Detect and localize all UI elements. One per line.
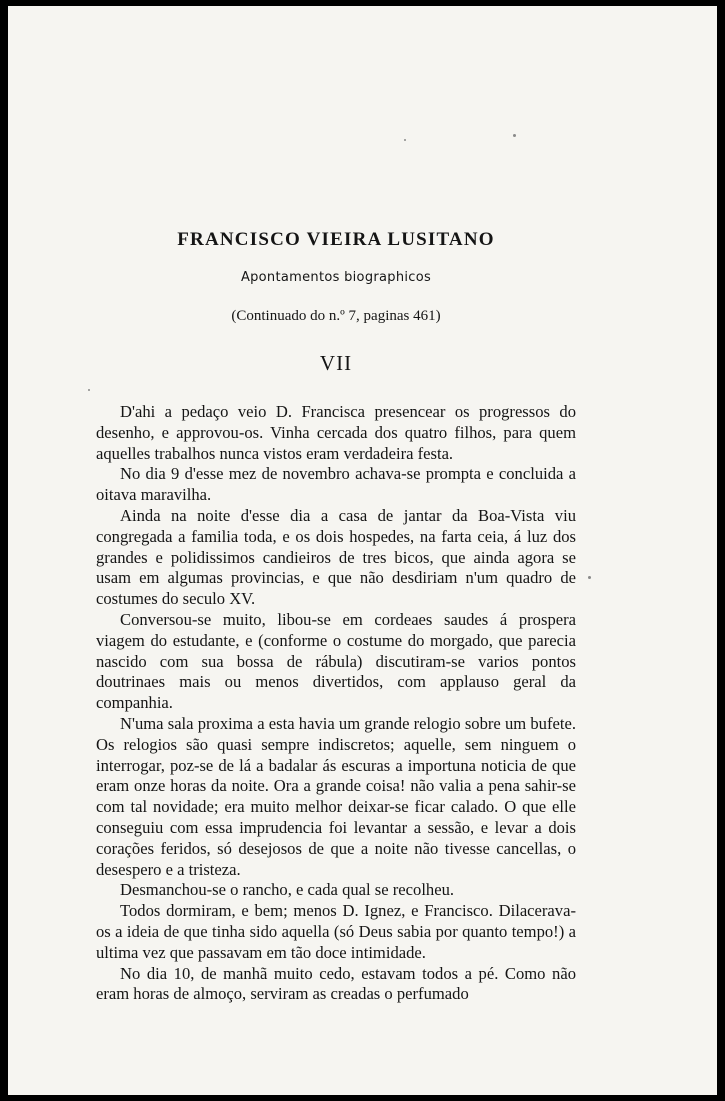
article-subtitle: Apontamentos biographicos	[240, 270, 432, 285]
paragraph: D'ahi a pedaço veio D. Francisca presencear os progressos do desenho, e approvou-os. Vinha cercada dos quatro filhos, para quem aquelles trabalhos nunca vistos eram verdadeira festa.	[96, 402, 576, 463]
paper-speck	[588, 576, 591, 579]
paragraph: Todos dormiram, e bem; menos D. Ignez, e Francisco. Dilacerava-os a ideia de que tinha sido aquella (só Deus sabia por quanto tempo!) a ultima vez que passavam em tão doce intimidade.	[96, 901, 576, 962]
article-body	[96, 402, 576, 1005]
paper-speck	[404, 139, 406, 141]
paragraph: Ainda na noite d'esse dia a casa de jantar da Boa-Vista viu congregada a familia toda, e os dois hospedes, na farta ceia, á luz dos grandes e polidissimos candieiros de tres bicos, que ainda agora se usam em algumas provincias, e que não desdiriam n'um quadro de costumes do seculo XV.	[96, 505, 576, 609]
paragraph: No dia 10, de manhã muito cedo, estavam todos a pé. Como não eram horas de almoço, serviram as creadas o perfumado	[96, 963, 576, 1004]
continuation-note: (Continuado do n.º 7, paginas 461)	[231, 308, 441, 324]
article-title: FRANCISCO VIEIRA LUSITANO	[177, 229, 495, 250]
paragraph: Conversou-se muito, libou-se em cordeaes saudes á prospera viagem do estudante, e (conforme o costume do morgado, que parecia nascido com sua bossa de rábula) discutiram-se varios pontos doutrinaes mais ou menos divertidos, com applauso geral da companhia.	[96, 609, 576, 713]
paragraph: Desmanchou-se o rancho, e cada qual se recolheu.	[120, 880, 455, 900]
paper-speck	[88, 389, 90, 391]
paragraph: No dia 9 d'esse mez de novembro achava-se prompta e concluida a oitava maravilha.	[96, 464, 576, 505]
article	[96, 228, 576, 1005]
paper-speck	[513, 134, 516, 137]
chapter-number: VII	[319, 351, 353, 375]
book-page	[8, 6, 717, 1095]
paragraph: N'uma sala proxima a esta havia um grande relogio sobre um bufete. Os relogios são quasi sempre indiscretos; aquelle, sem ninguem o interrogar, poz-se de lá a badalar ás escuras a importuna noticia de que eram onze horas da noite. Ora a grande coisa! não valia a pena sahir-se com tal novidade; era muito melhor deixar-se ficar calado. O que elle conseguiu com essa imprudencia foi levantar a sessão, e levar a dois corações feridos, só desejosos de que a noite não tivesse cancellas, o desespero e a tristeza.	[96, 713, 576, 879]
